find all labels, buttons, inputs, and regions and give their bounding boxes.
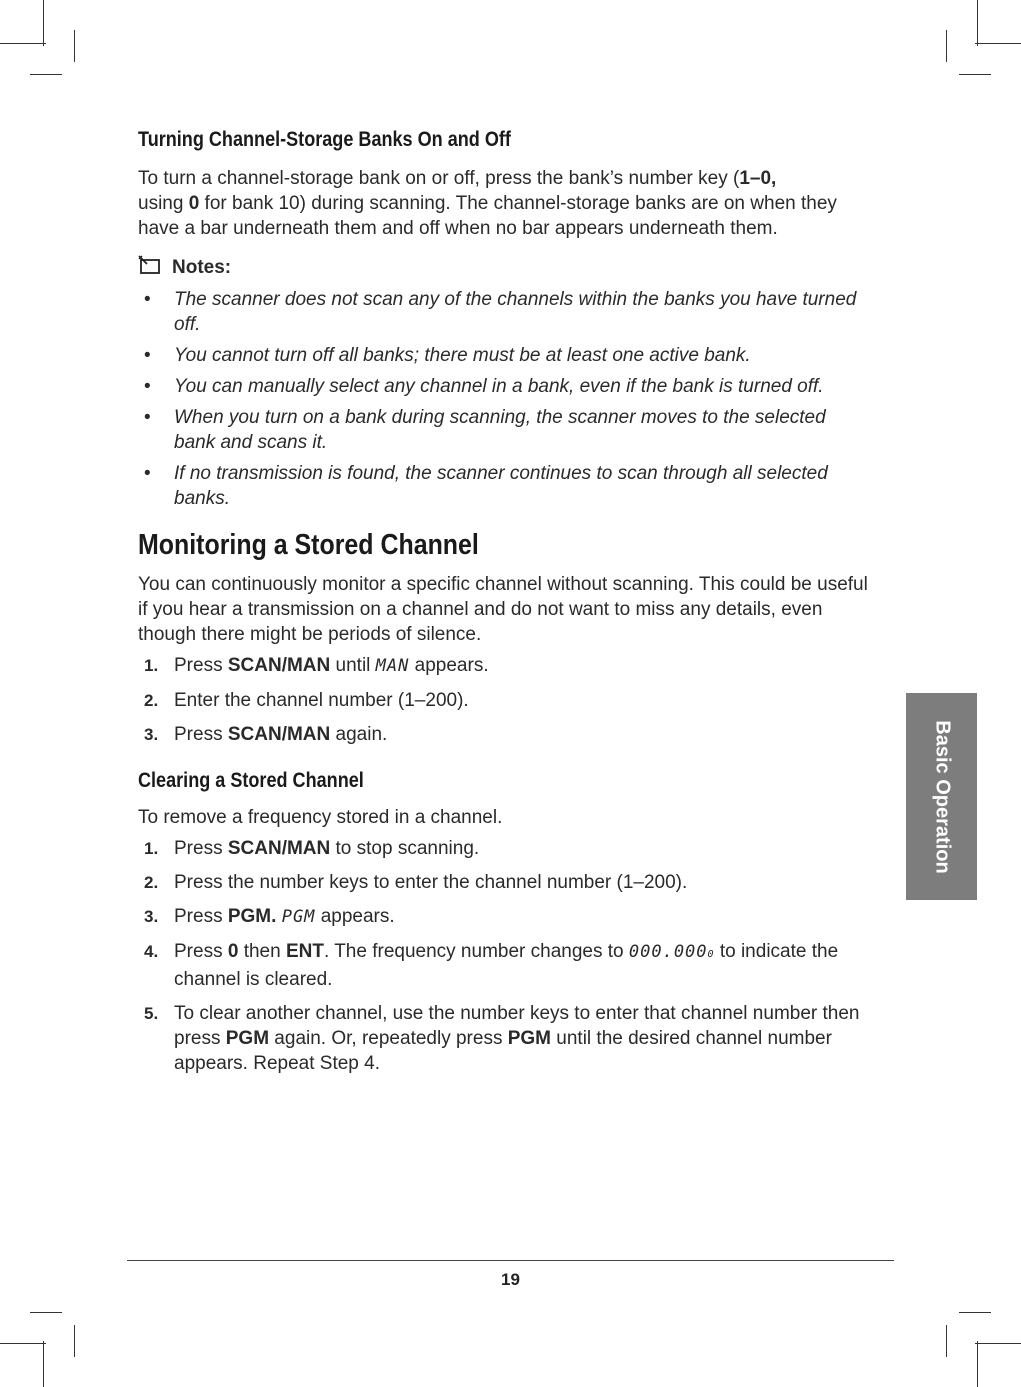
crop-mark (43, 1341, 44, 1387)
section-tab (906, 693, 977, 900)
page-content (138, 128, 868, 1076)
list-item: 3. Press PGM. PGM appears. (144, 906, 395, 927)
list-item: 1. Press SCAN/MAN until MAN appears. (144, 655, 489, 676)
section-heading-clearing: Clearing a Stored Channel (138, 769, 364, 792)
key-zero: 0 (188, 193, 200, 214)
section-tab-label: Basic Operation (931, 719, 953, 874)
list-item: 2. Enter the channel number (1–200). (144, 690, 469, 711)
list-item: • If no transmission is found, the scanner continues to scan through all selected banks. (138, 461, 868, 511)
crop-mark (0, 1343, 46, 1344)
monitoring-body: You can continuously monitor a specific channel without scanning. This could be useful if you hear a transmission on a channel and do not want to miss any details, even though there might be periods of silence. (138, 574, 868, 645)
crop-mark (975, 43, 1021, 44)
section-heading-banks: Turning Channel-Storage Banks On and Off (138, 128, 511, 151)
crop-mark (946, 1325, 947, 1357)
clearing-steps (138, 836, 868, 1076)
crop-mark (0, 43, 46, 44)
crop-mark (74, 1325, 75, 1357)
monitoring-steps (138, 653, 868, 747)
list-item: 4. Press 0 then ENT. The frequency number changes to 000.0000 to indicate the channel is cleared. (144, 941, 839, 990)
lcd-text: 000.000 (628, 942, 708, 962)
section-heading-monitoring: Monitoring a Stored Channel (138, 529, 479, 561)
lcd-text: MAN (375, 656, 410, 676)
list-item: • When you turn on a bank during scanning, the scanner moves to the selected bank and scans it. (138, 405, 868, 455)
notes-list (138, 287, 868, 511)
notes-label: Notes: (172, 257, 232, 278)
page-number: 19 (501, 1270, 520, 1289)
list-item: • You can manually select any channel in a bank, even if the bank is turned off. (138, 374, 868, 399)
list-item: 5. To clear another channel, use the number keys to enter that channel number then press PGM again. Or, repeatedly press PGM until the desired channel number appears. Repeat Step 4. (144, 1003, 860, 1074)
crop-mark (959, 1312, 991, 1313)
list-item: 1. Press SCAN/MAN to stop scanning. (144, 838, 480, 859)
crop-mark (977, 0, 978, 46)
clearing-body: To remove a frequency stored in a channel. (138, 807, 503, 828)
list-item: • The scanner does not scan any of the channels within the banks you have turned off. (138, 287, 868, 337)
lcd-small-text: 0 (707, 949, 715, 960)
crop-mark (74, 30, 75, 62)
lcd-text: PGM (281, 907, 316, 927)
list-item: 2. Press the number keys to enter the channel number (1–200). (144, 872, 688, 893)
crop-mark (975, 1343, 1021, 1344)
crop-mark (959, 74, 991, 75)
list-item: 3. Press SCAN/MAN again. (144, 724, 388, 745)
footer-rule (127, 1260, 894, 1261)
notes-heading (138, 255, 868, 281)
key-range: 1–0, (739, 168, 777, 189)
crop-mark (946, 30, 947, 62)
crop-mark (30, 1312, 62, 1313)
banks-body: To turn a channel-storage bank on or off, press the bank’s number key (1–0, using 0 for bank 10) during scanning. The channel-storage banks are on when they have a bar underneath them and off when no bar appears underneath them. (138, 168, 837, 239)
list-item: • You cannot turn off all banks; there must be at least one active bank. (138, 343, 868, 368)
crop-mark (977, 1341, 978, 1387)
note-pad-icon (138, 255, 172, 281)
crop-mark (30, 74, 62, 75)
crop-mark (43, 0, 44, 46)
